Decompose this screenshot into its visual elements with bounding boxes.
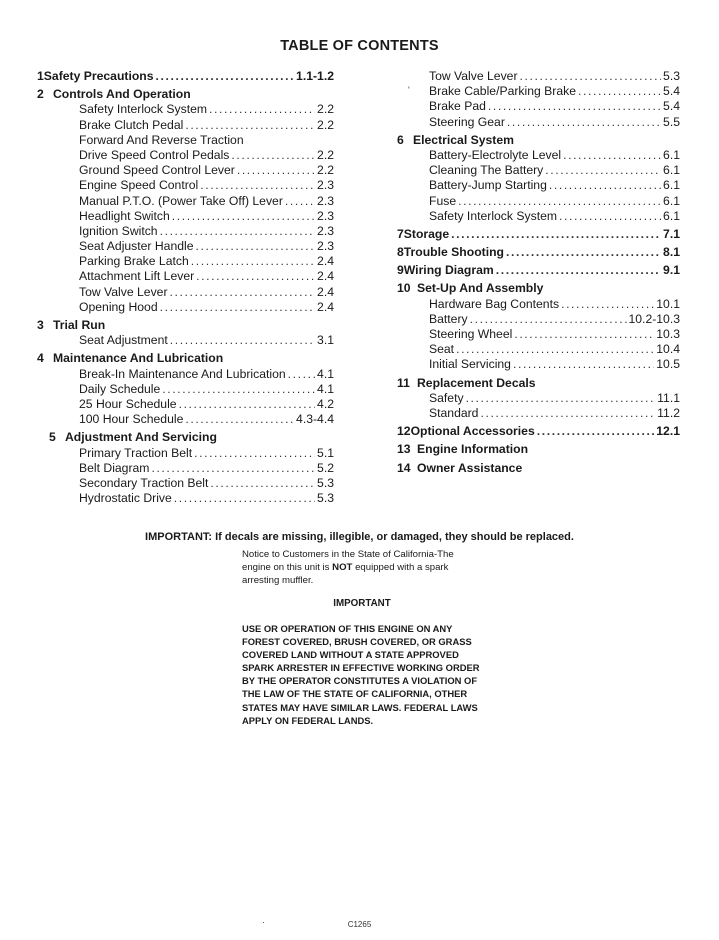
toc-section bbox=[397, 442, 680, 457]
toc-item bbox=[37, 133, 334, 148]
section-number: 13 bbox=[397, 442, 411, 457]
notice-text-before: Notice to Customers in the State of California-The engine on this unit is bbox=[242, 549, 454, 573]
toc-item bbox=[37, 209, 334, 224]
dot-leader bbox=[194, 446, 315, 461]
dot-leader bbox=[514, 327, 654, 342]
page-number: 5.1 bbox=[317, 445, 334, 460]
item-title: 100 Hour Schedule bbox=[79, 412, 184, 427]
item-title: Primary Traction Belt bbox=[79, 445, 193, 460]
page-number: 2.3 bbox=[317, 239, 334, 254]
page-number: 11.1 bbox=[657, 390, 680, 405]
toc-item bbox=[37, 178, 334, 193]
item-title: Attachment Lift Lever bbox=[79, 269, 195, 284]
toc-item bbox=[37, 224, 334, 239]
page-number: 11.2 bbox=[657, 405, 680, 420]
dot-leader bbox=[480, 406, 655, 421]
toc-item bbox=[37, 254, 334, 269]
toc-section bbox=[397, 376, 680, 391]
item-title: Ignition Switch bbox=[79, 223, 158, 238]
page-number: 5.3 bbox=[663, 69, 680, 83]
item-title: 25 Hour Schedule bbox=[79, 396, 177, 411]
section-number: 3 bbox=[37, 318, 44, 332]
scan-speck: · bbox=[262, 917, 265, 927]
section-title: Maintenance And Lubrication bbox=[53, 351, 224, 366]
toc-item bbox=[397, 209, 680, 224]
dot-leader bbox=[285, 194, 315, 209]
item-title: Initial Servicing bbox=[429, 357, 511, 372]
item-title: Brake Cable/Parking Brake bbox=[429, 84, 576, 99]
item-title: Break-In Maintenance And Lubrication bbox=[79, 366, 286, 381]
dot-leader bbox=[170, 333, 315, 348]
item-title: Seat bbox=[429, 342, 455, 357]
toc-right-column bbox=[397, 69, 680, 476]
toc-item bbox=[397, 99, 680, 114]
dot-leader bbox=[545, 163, 661, 178]
section-title: Wiring Diagram bbox=[403, 263, 494, 278]
page-number: 5.2 bbox=[317, 460, 334, 475]
dot-leader bbox=[466, 391, 656, 406]
toc-item bbox=[37, 333, 334, 348]
page-number: 9.1 bbox=[663, 263, 680, 278]
dot-leader bbox=[496, 263, 661, 278]
page-number: 7.1 bbox=[663, 226, 680, 241]
item-title: Secondary Traction Belt bbox=[79, 475, 209, 490]
toc-item bbox=[397, 357, 680, 372]
page-number: 10.1 bbox=[656, 296, 680, 311]
item-title: Seat Adjuster Handle bbox=[79, 239, 194, 254]
toc-item bbox=[37, 491, 334, 506]
toc-item bbox=[397, 327, 680, 342]
page-number: 6.1 bbox=[663, 147, 680, 162]
toc-section bbox=[37, 351, 334, 366]
toc-item bbox=[37, 194, 334, 209]
item-title: Steering Wheel bbox=[429, 327, 513, 341]
item-title: Forward And Reverse Traction bbox=[79, 132, 244, 147]
toc-item bbox=[397, 312, 680, 327]
page-number: 2.2 bbox=[317, 163, 334, 178]
dot-leader bbox=[563, 148, 661, 163]
dot-leader bbox=[506, 245, 661, 260]
section-title: Optional Accessories bbox=[410, 424, 535, 439]
item-title: Hardware Bag Contents bbox=[429, 296, 560, 311]
toc-item bbox=[397, 115, 680, 130]
footer-code: C1265 bbox=[347, 920, 372, 929]
section-number: 9 bbox=[397, 263, 404, 278]
toc-item bbox=[37, 367, 334, 382]
section-number: 11 bbox=[397, 375, 410, 390]
page-number: 6.1 bbox=[663, 208, 680, 223]
dot-leader bbox=[456, 342, 654, 357]
item-title: Seat Adjustment bbox=[79, 333, 168, 348]
page-number: 5.5 bbox=[663, 114, 680, 129]
item-title: Headlight Switch bbox=[79, 208, 170, 223]
toc-item bbox=[397, 148, 680, 163]
page-number: 8.1 bbox=[663, 245, 680, 260]
section-number: 1 bbox=[37, 69, 44, 83]
dot-leader bbox=[200, 178, 315, 193]
section-number: 2 bbox=[37, 87, 44, 102]
toc-item bbox=[37, 285, 334, 300]
toc-item bbox=[37, 300, 334, 315]
item-title: Safety Interlock System bbox=[429, 208, 558, 223]
notice-emphasis: NOT bbox=[332, 561, 353, 573]
page-number: 2.3 bbox=[317, 193, 334, 208]
page-number: 1.1-1.2 bbox=[296, 69, 334, 83]
section-number: 14 bbox=[397, 460, 411, 475]
toc-item bbox=[37, 446, 334, 461]
section-title: Replacement Decals bbox=[417, 375, 536, 390]
dot-leader bbox=[520, 69, 662, 84]
item-title: Standard bbox=[429, 405, 479, 420]
scan-speck: ' bbox=[408, 85, 410, 95]
item-title: Tow Valve Lever bbox=[429, 69, 518, 83]
dot-leader bbox=[231, 148, 315, 163]
toc-section bbox=[397, 133, 680, 148]
toc-section bbox=[397, 245, 680, 260]
section-number: 6 bbox=[397, 132, 404, 147]
toc-section bbox=[397, 263, 680, 278]
dot-leader bbox=[191, 254, 315, 269]
important-heading: IMPORTANT bbox=[333, 598, 391, 609]
toc-section bbox=[397, 461, 680, 476]
dot-leader bbox=[196, 269, 315, 284]
dot-leader bbox=[470, 312, 627, 327]
item-title: Safety bbox=[429, 390, 464, 405]
section-title: Trial Run bbox=[53, 318, 106, 332]
page-number: 10.4 bbox=[656, 342, 680, 357]
page-number: 5.4 bbox=[663, 99, 680, 114]
dot-leader bbox=[151, 461, 315, 476]
item-title: Battery-Electrolyte Level bbox=[429, 147, 562, 162]
section-number: 10 bbox=[397, 281, 411, 296]
page-number: 10.3 bbox=[656, 327, 680, 341]
item-title: Manual P.T.O. (Power Take Off) Lever bbox=[79, 193, 283, 208]
toc-item bbox=[397, 297, 680, 312]
toc-item bbox=[37, 118, 334, 133]
page-number: 6.1 bbox=[663, 163, 680, 178]
page-number: 3.1 bbox=[317, 333, 334, 348]
toc-section bbox=[397, 424, 680, 439]
page-number: 2.2 bbox=[317, 117, 334, 132]
dot-leader bbox=[458, 194, 661, 209]
section-title: Safety Precautions bbox=[43, 69, 154, 83]
page-number: 2.2 bbox=[317, 102, 334, 117]
toc-item bbox=[397, 391, 680, 406]
item-title: Fuse bbox=[429, 193, 457, 208]
spark-arrester-warning: USE OR OPERATION OF THIS ENGINE ON ANY FOREST COVERED, BRUSH COVERED, OR GRASS COVERED LAND WITHOUT A STATE APPROVED SPARK ARRESTER IN EFFECTIVE WORKING ORDER BY THE OPERATOR CONSTITUTES A VIOLATION OF THE LAW OF THE STATE OF CALIFORNIA, OTHER STATES MAY HAVE SIMILAR LAWS. FEDERAL LAWS APPLY ON FEDERAL LANDS. bbox=[242, 623, 480, 726]
dot-leader bbox=[196, 239, 316, 254]
section-number: 8 bbox=[397, 245, 404, 260]
section-number: 7 bbox=[397, 226, 404, 241]
section-title: Adjustment And Servicing bbox=[65, 430, 217, 445]
section-title: Owner Assistance bbox=[417, 460, 523, 475]
dot-leader bbox=[451, 227, 661, 242]
item-title: Brake Pad bbox=[429, 99, 486, 114]
item-title: Battery-Jump Starting bbox=[429, 178, 547, 193]
page-number: 6.1 bbox=[663, 178, 680, 193]
toc-section bbox=[37, 69, 334, 84]
item-title: Belt Diagram bbox=[79, 460, 150, 475]
dot-leader bbox=[160, 300, 315, 315]
item-title: Ground Speed Control Lever bbox=[79, 163, 235, 178]
page-number: 4.3-4.4 bbox=[296, 412, 334, 427]
dot-leader bbox=[288, 367, 315, 382]
page-number: 10.5 bbox=[656, 357, 680, 372]
page-number: 2.4 bbox=[317, 299, 334, 314]
item-title: Engine Speed Control bbox=[79, 178, 199, 193]
toc-item bbox=[37, 397, 334, 412]
toc-item bbox=[37, 163, 334, 178]
section-title: Storage bbox=[403, 226, 450, 241]
section-title: Controls And Operation bbox=[53, 87, 191, 102]
toc-item bbox=[397, 163, 680, 178]
section-number: 4 bbox=[37, 351, 44, 366]
toc-item bbox=[37, 239, 334, 254]
toc-item bbox=[37, 102, 334, 117]
dot-leader bbox=[537, 424, 655, 439]
dot-leader bbox=[578, 84, 661, 99]
page-number: 5.4 bbox=[663, 84, 680, 99]
toc-item bbox=[397, 178, 680, 193]
page-number: 2.4 bbox=[317, 269, 334, 284]
toc-item bbox=[397, 194, 680, 209]
toc-item bbox=[397, 342, 680, 357]
item-title: Daily Schedule bbox=[79, 381, 161, 396]
dot-leader bbox=[160, 224, 315, 239]
toc-left-column bbox=[37, 69, 334, 506]
dot-leader bbox=[561, 297, 654, 312]
toc-item bbox=[37, 476, 334, 491]
dot-leader bbox=[237, 163, 315, 178]
dot-leader bbox=[488, 99, 661, 114]
dot-leader bbox=[559, 209, 661, 224]
page-number: 5.3 bbox=[317, 491, 334, 506]
dot-leader bbox=[210, 476, 315, 491]
dot-leader bbox=[179, 397, 315, 412]
dot-leader bbox=[185, 412, 294, 427]
toc-item bbox=[37, 461, 334, 476]
page-number: 4.2 bbox=[317, 396, 334, 411]
item-title: Parking Brake Latch bbox=[79, 254, 189, 269]
dot-leader bbox=[513, 357, 654, 372]
item-title: Steering Gear bbox=[429, 114, 505, 129]
toc-item bbox=[37, 148, 334, 163]
toc-item bbox=[37, 382, 334, 397]
page-number: 4.1 bbox=[317, 366, 334, 381]
item-title: Tow Valve Lever bbox=[79, 284, 168, 299]
dot-leader bbox=[507, 115, 661, 130]
dot-leader bbox=[170, 285, 316, 300]
toc-item bbox=[397, 69, 680, 84]
item-title: Hydrostatic Drive bbox=[79, 491, 172, 506]
toc-section bbox=[37, 430, 334, 445]
page-number: 2.4 bbox=[317, 254, 334, 269]
item-title: Cleaning The Battery bbox=[429, 163, 544, 178]
dot-leader bbox=[209, 102, 315, 117]
item-title: Battery bbox=[429, 311, 468, 326]
page-number: 2.3 bbox=[317, 208, 334, 223]
toc-item bbox=[37, 412, 334, 427]
dot-leader bbox=[174, 491, 315, 506]
page-number: 6.1 bbox=[663, 193, 680, 208]
page-number: 2.4 bbox=[317, 284, 334, 299]
item-title: Brake Clutch Pedal bbox=[79, 117, 184, 132]
page-number: 4.1 bbox=[317, 381, 334, 396]
toc-section bbox=[37, 318, 334, 333]
page-number: 2.3 bbox=[317, 223, 334, 238]
page-number: 5.3 bbox=[317, 475, 334, 490]
dot-leader bbox=[185, 118, 315, 133]
item-title: Safety Interlock System bbox=[79, 102, 208, 117]
page-number: 2.3 bbox=[317, 178, 334, 193]
section-title: Set-Up And Assembly bbox=[417, 281, 544, 296]
toc-section bbox=[397, 227, 680, 242]
item-title: Opening Hood bbox=[79, 299, 158, 314]
decal-important-notice: IMPORTANT: If decals are missing, illegible, or damaged, they should be replaced. bbox=[145, 531, 574, 543]
section-title: Engine Information bbox=[417, 442, 529, 457]
section-title: Trouble Shooting bbox=[403, 245, 504, 260]
section-number: 12 bbox=[397, 424, 411, 439]
toc-section bbox=[37, 87, 334, 102]
california-notice bbox=[242, 549, 482, 587]
item-title: Drive Speed Control Pedals bbox=[79, 147, 230, 162]
dot-leader bbox=[172, 209, 315, 224]
page-number: 12.1 bbox=[656, 424, 680, 439]
toc-item bbox=[397, 406, 680, 421]
page-number: 10.2-10.3 bbox=[628, 311, 680, 326]
section-title: Electrical System bbox=[413, 132, 514, 147]
page-number: 2.2 bbox=[317, 147, 334, 162]
toc-item bbox=[397, 84, 680, 99]
section-number: 5 bbox=[49, 430, 56, 445]
notice-text-after: equipped with a spark arresting muffler. bbox=[242, 561, 449, 586]
dot-leader bbox=[549, 178, 661, 193]
toc-section bbox=[397, 281, 680, 296]
dot-leader bbox=[156, 69, 295, 84]
page-title: TABLE OF CONTENTS bbox=[280, 38, 439, 54]
toc-item bbox=[37, 269, 334, 284]
dot-leader bbox=[162, 382, 315, 397]
